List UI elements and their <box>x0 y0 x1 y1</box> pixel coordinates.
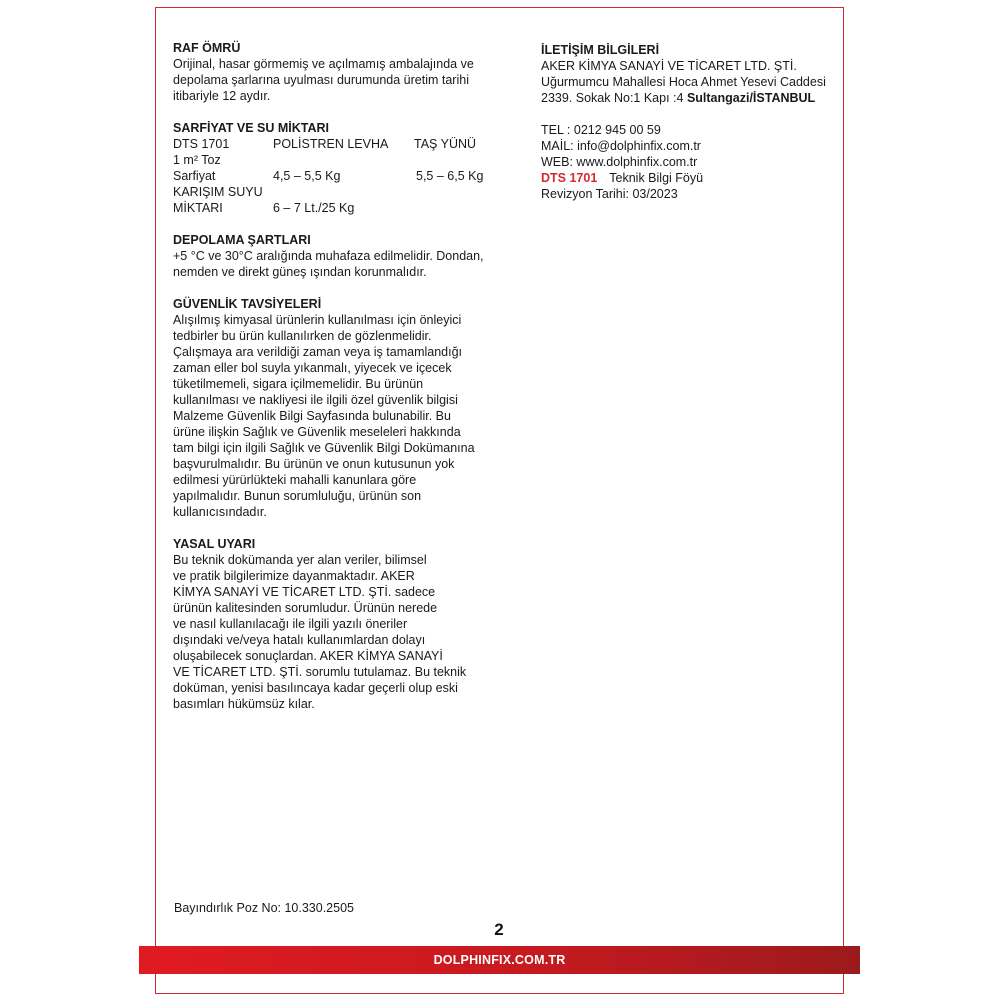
consumption-title: SARFİYAT VE SU MİKTARI <box>173 121 330 135</box>
spec-cell: KARIŞIM SUYU <box>173 185 263 199</box>
safety-section <box>173 296 503 520</box>
poz-number: Bayındırlık Poz No: 10.330.2505 <box>174 901 354 915</box>
phone-number: TEL : 0212 945 00 59 <box>541 123 661 137</box>
address-line: Uğurmumcu Mahallesi Hoca Ahmet Yesevi Caddesi <box>541 75 826 89</box>
spec-cell: MİKTARI <box>173 201 223 215</box>
revision-date: Revizyon Tarihi: 03/2023 <box>541 187 678 201</box>
address-street: 2339. Sokak No:1 Kapı :4 <box>541 91 687 105</box>
legal-text: Bu teknik dokümanda yer alan veriler, bilimsel ve pratik bilgilerimize dayanmaktadır. AKER KİMYA SANAYİ VE TİCARET LTD. ŞTİ. sadece ürünün kalitesinden sorumludur. Ürünün nerede ve nasıl kullanılacağı ile ilgili yazılı öneriler dışındaki ve/veya hatalı kullanımlardan dolayı oluşabilecek sonuçlardan. AKER KİMYA SANAYİ VE TİCARET LTD. ŞTİ. sorumlu tutulamaz. Bu teknik doküman, yenisi basılıncaya kadar geçerli olup eski basımları hükümsüz kılar. <box>173 553 467 711</box>
spec-cell: DTS 1701 <box>173 137 230 151</box>
website-address[interactable]: WEB: www.dolphinfix.com.tr <box>541 155 698 169</box>
shelf-life-text: Orijinal, hasar görmemiş ve açılmamış ambalajında ve depolama şarlarına uyulması durumunda üretim tarihi itibariyle 12 aydır. <box>173 57 474 103</box>
address-district: Sultangazi/ <box>686 91 753 105</box>
spec-row <box>173 184 503 200</box>
contact-title: İLETİŞİM BİLGİLERİ <box>541 43 660 57</box>
page-number: 2 <box>494 920 504 939</box>
product-code: DTS 1701 <box>541 171 598 185</box>
document-type: Teknik Bilgi Föyü <box>609 171 704 185</box>
spec-row <box>173 136 503 152</box>
storage-text: +5 °C ve 30°C aralığında muhafaza edilmelidir. Dondan, nemden ve direkt güneş ışından korunmalıdır. <box>173 249 484 279</box>
document-id <box>541 170 841 186</box>
shelf-life-title: RAF ÖMRÜ <box>173 41 241 55</box>
spec-row <box>173 168 503 184</box>
spec-cell: 6 – 7 Lt./25 Kg <box>273 201 355 215</box>
address-city: İSTANBUL <box>752 91 816 105</box>
address-line <box>541 90 841 106</box>
spec-cell: POLİSTREN LEVHA <box>273 137 389 151</box>
contact-column <box>541 42 841 202</box>
spec-cell: TAŞ YÜNÜ <box>414 137 477 151</box>
safety-text: Alışılmış kimyasal ürünlerin kullanılması için önleyici tedbirler bu ürün kullanılırken de gözlenmelidir. Çalışmaya ara verildiği zaman veya iş tamamlandığı zaman eller bol suyla yıkanmalı, yiyecek ve içecek tüketilmemeli, sigara içilmemelidir. Bu ürünün kullanılması ve nakliyesi ile ilgili özel güvenlik bilgisi Malzeme Güvenlik Bilgi Sayfasında bulunabilir. Bu ürüne ilişkin Sağlık ve Güvenlik meseleleri hakkında tam bilgi için ilgili Sağlık ve Güvenlik Bilgi Dokümanına başvurulmalıdır. Bu ürünün ve onun kutusunun yok edilmesi yürürlükteki mahalli kanunlara göre yapılmalıdır. Bunun sorumluluğu, ürünün son kullanıcısındadır. <box>173 313 475 519</box>
footer-bar <box>139 946 860 974</box>
spec-cell: Sarfiyat <box>173 169 216 183</box>
email-address[interactable]: MAİL: info@dolphinfix.com.tr <box>541 139 701 153</box>
storage-title: DEPOLAMA ŞARTLARI <box>173 233 311 247</box>
spec-cell: 5,5 – 6,5 Kg <box>416 169 484 183</box>
shelf-life-section <box>173 40 503 104</box>
consumption-section <box>173 120 503 216</box>
safety-title: GÜVENLİK TAVSİYELERİ <box>173 297 322 311</box>
spec-cell: 1 m² Toz <box>173 153 221 167</box>
footer-website-link[interactable]: DOLPHINFIX.COM.TR <box>433 953 566 967</box>
spec-row <box>173 200 503 216</box>
legal-section <box>173 536 503 712</box>
storage-section <box>173 232 503 280</box>
left-column <box>173 40 503 712</box>
company-name: AKER KİMYA SANAYİ VE TİCARET LTD. ŞTİ. <box>541 59 797 73</box>
legal-title: YASAL UYARI <box>173 537 256 551</box>
spec-row <box>173 152 503 168</box>
spec-cell: 4,5 – 5,5 Kg <box>273 169 341 183</box>
